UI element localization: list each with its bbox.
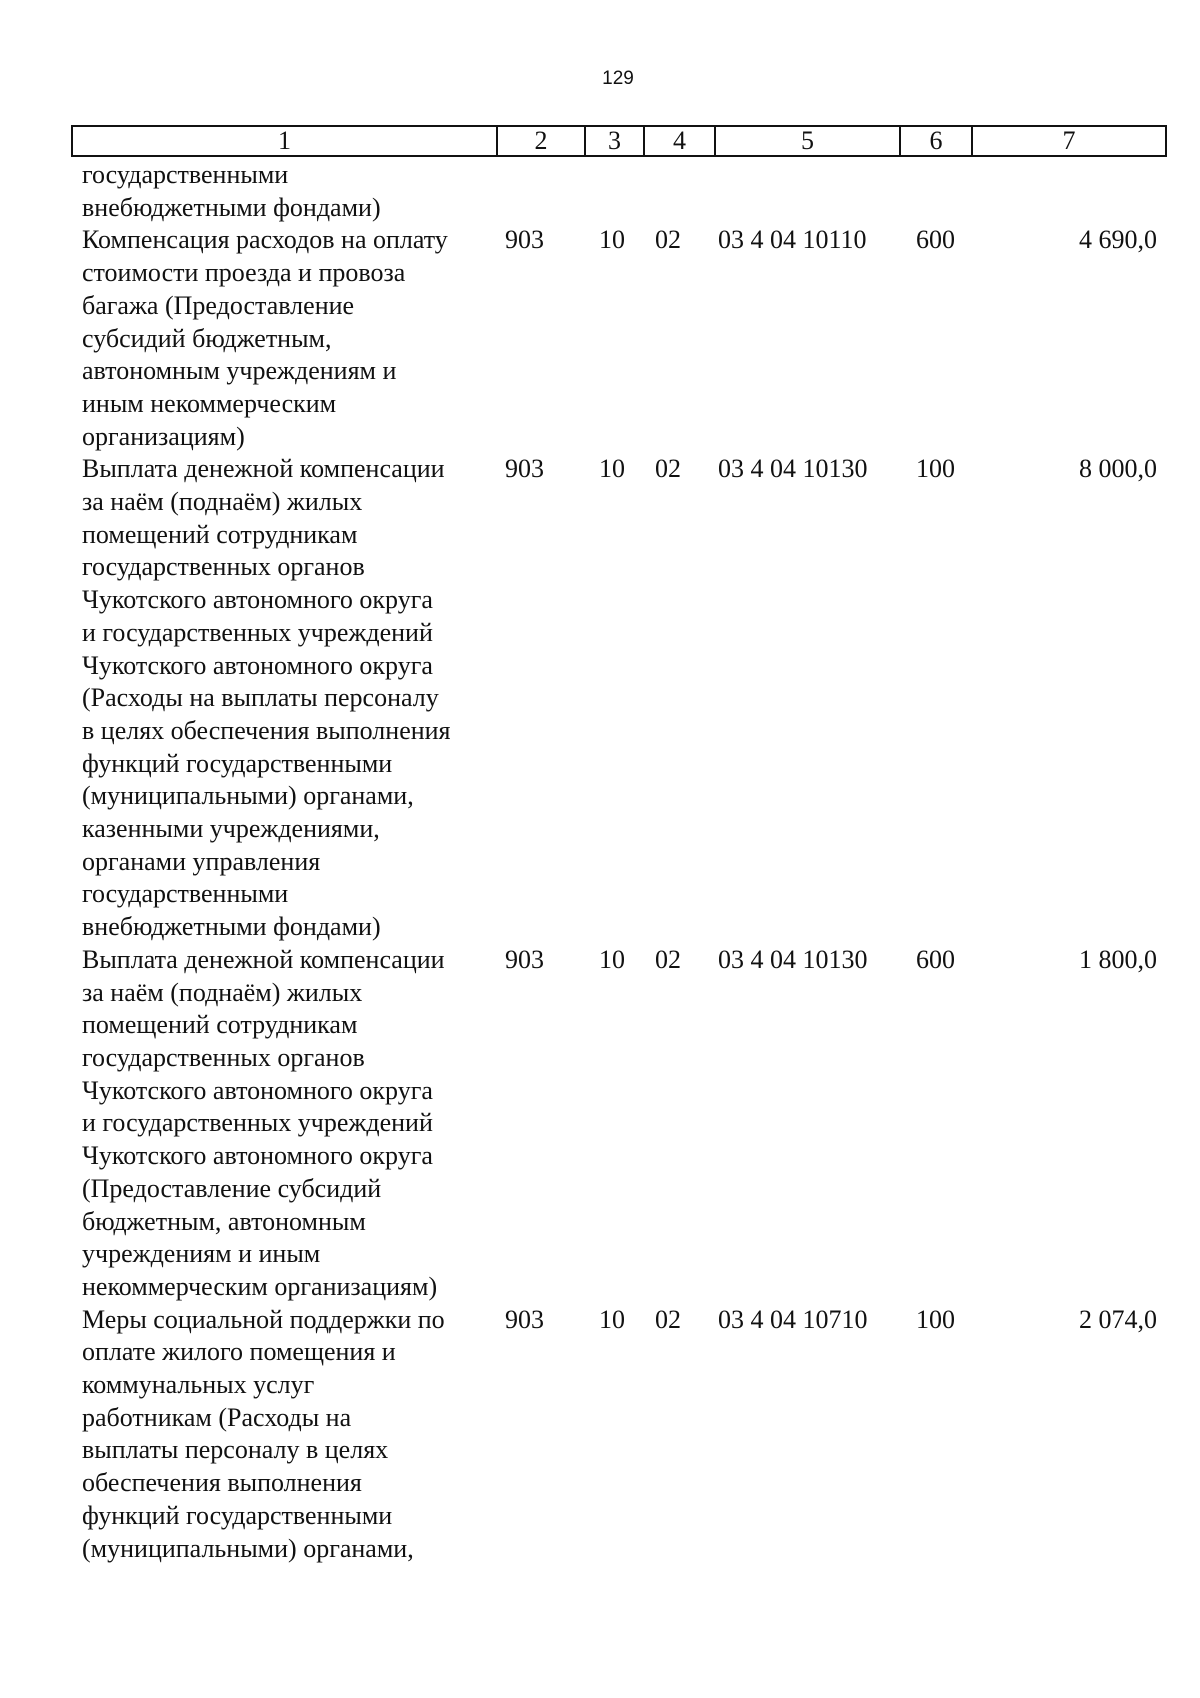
subsection-code: 02	[655, 1304, 681, 1334]
table-row	[71, 224, 1165, 453]
expense-type-code: 600	[916, 225, 955, 255]
target-article-code: 03 4 04 10130	[718, 944, 868, 974]
column-header-3: 3	[585, 126, 644, 156]
row-name: Компенсация расходов на оплату стоимости проезда и провоза багажа (Предоставление субсидий бюджетным, автономным учреждениям и иным некоммерческим организациям)	[82, 225, 448, 451]
column-header-6: 6	[900, 126, 972, 156]
ministry-code: 903	[505, 454, 544, 484]
table-row	[71, 944, 1165, 1304]
table-row	[71, 1304, 1165, 1566]
expense-type-code: 100	[916, 1304, 955, 1334]
amount: 8 000,0	[1079, 454, 1157, 484]
row-name: Выплата денежной компенсации за наём (поднаём) жилых помещений сотрудникам государственных органов Чукотского автономного округа и государственных учреждений Чукотского автономного округа (Расходы на выплаты персоналу в целях обеспечения выполнения функций государственными (муниципальными) органами, казенными учреждениями, органами управления государственными внебюджетными фондами)	[82, 454, 451, 942]
ministry-code: 903	[505, 944, 544, 974]
target-article-code: 03 4 04 10130	[718, 454, 868, 484]
section-code: 10	[599, 1304, 625, 1334]
row-name: Выплата денежной компенсации за наём (поднаём) жилых помещений сотрудникам государственных органов Чукотского автономного округа и государственных учреждений Чукотского автономного округа (Предоставление субсидий бюджетным, автономным учреждениям и иным некоммерческим организациям)	[82, 944, 445, 1301]
page-number: 129	[602, 68, 634, 89]
table-row	[71, 453, 1165, 944]
amount: 2 074,0	[1079, 1304, 1157, 1334]
amount: 4 690,0	[1079, 225, 1157, 255]
section-code: 10	[599, 454, 625, 484]
target-article-code: 03 4 04 10110	[718, 225, 867, 255]
subsection-code: 02	[655, 944, 681, 974]
expense-type-code: 100	[916, 454, 955, 484]
section-code: 10	[599, 944, 625, 974]
row-name: Меры социальной поддержки по оплате жилого помещения и коммунальных услуг работникам (Расходы на выплаты персоналу в целях обеспечения выполнения функций государственными (муниципальными) органами,	[82, 1304, 445, 1563]
column-header-row	[72, 126, 1166, 156]
subsection-code: 02	[655, 454, 681, 484]
section-code: 10	[599, 225, 625, 255]
column-header-2: 2	[497, 126, 585, 156]
expense-type-code: 600	[916, 944, 955, 974]
ministry-code: 903	[505, 1304, 544, 1334]
ministry-code: 903	[505, 225, 544, 255]
row-name: государственными внебюджетными фондами)	[82, 160, 381, 222]
amount: 1 800,0	[1079, 944, 1157, 974]
subsection-code: 02	[655, 225, 681, 255]
column-header-table	[71, 125, 1167, 157]
target-article-code: 03 4 04 10710	[718, 1304, 868, 1334]
column-header-1: 1	[72, 126, 497, 156]
column-header-5: 5	[715, 126, 900, 156]
column-header-7: 7	[972, 126, 1166, 156]
column-header-4: 4	[644, 126, 715, 156]
table-row	[71, 159, 1165, 224]
budget-table-body	[71, 159, 1165, 1565]
